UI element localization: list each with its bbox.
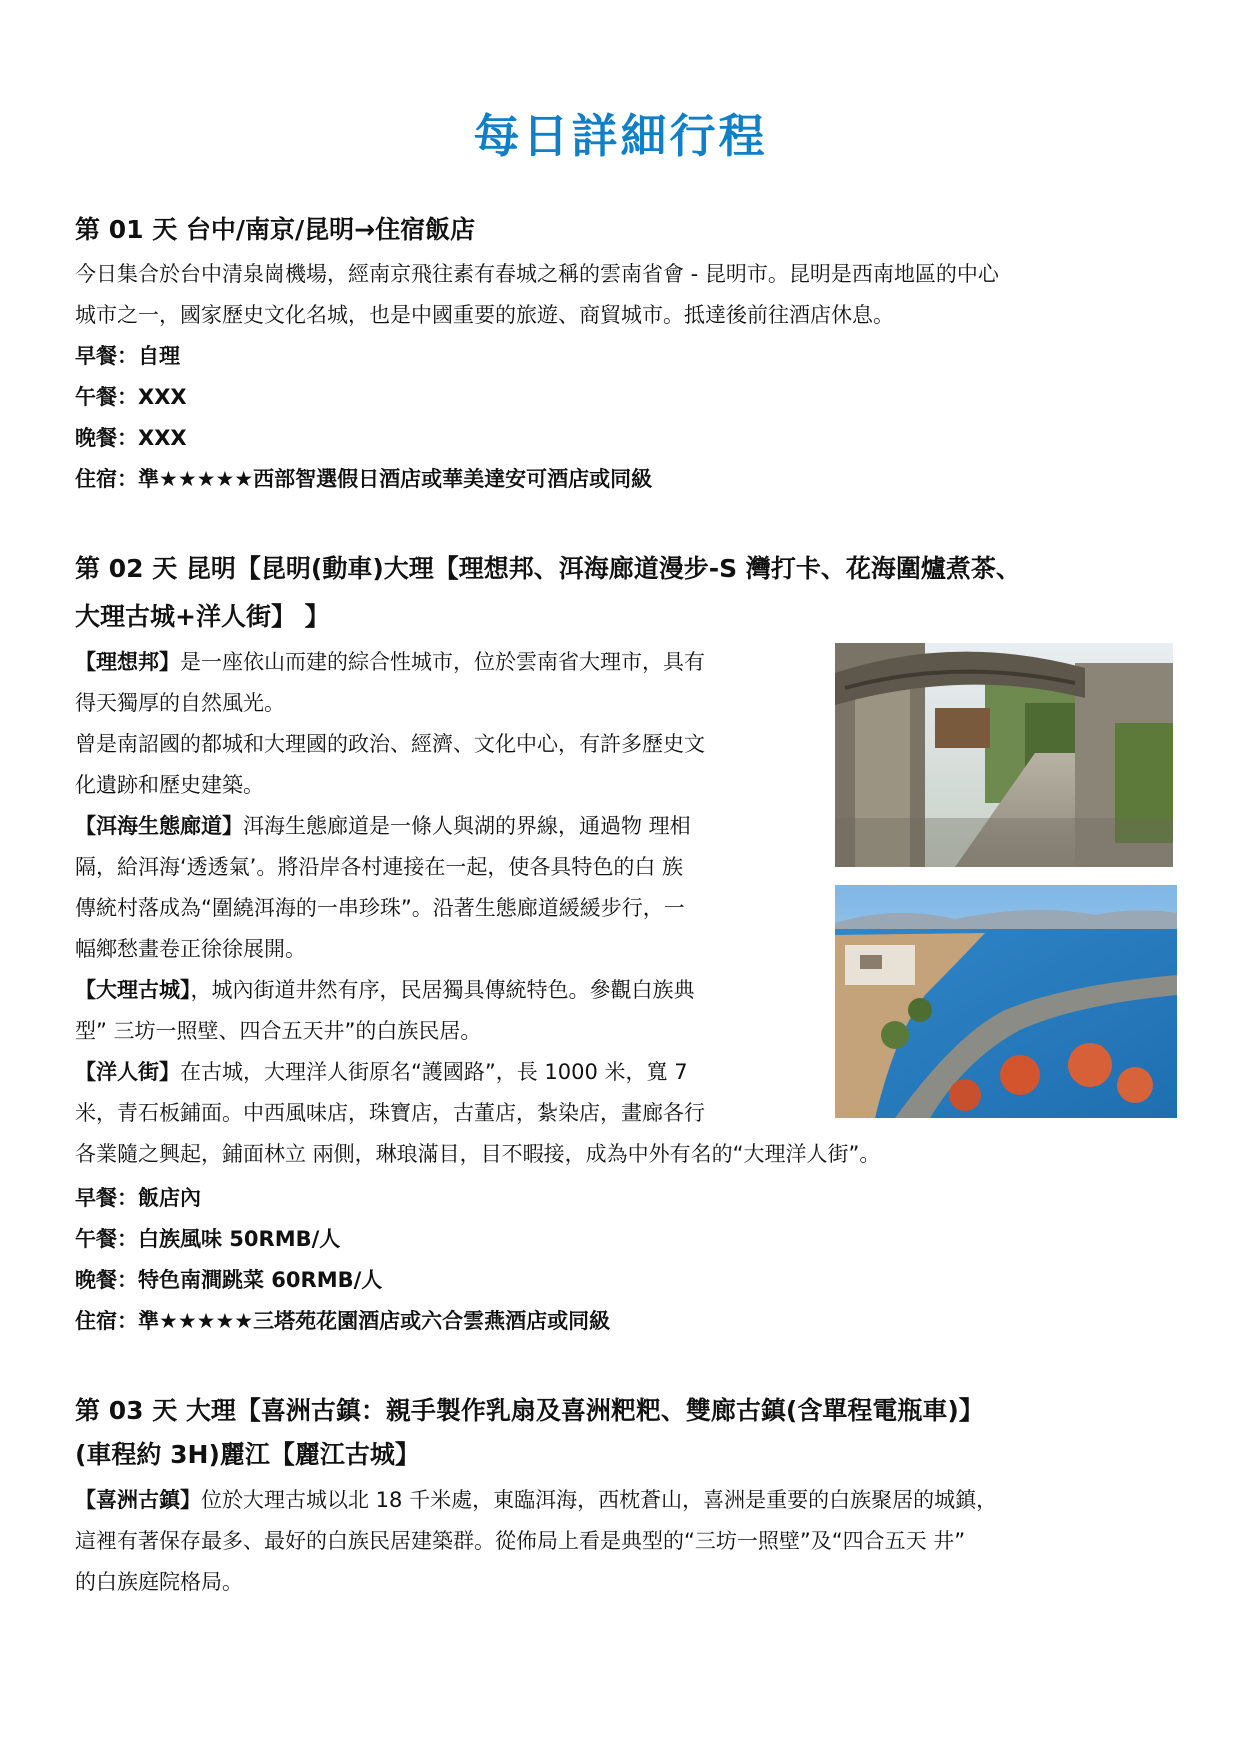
day3-text: 位於大理古城以北 18 千米處，東臨洱海，西枕蒼山，喜洲是重要的白族聚居的城鎮，: [201, 1488, 998, 1512]
day2-attraction-label: 【洱海生態廊道】: [75, 814, 243, 838]
day1-hotel: 住宿：準★★★★★西部智選假日酒店或華美達安可酒店或同級: [75, 467, 653, 491]
day2-text: 得天獨厚的自然風光。: [75, 691, 285, 715]
day2-hotel: 住宿：準★★★★★三塔苑花園酒店或六合雲燕酒店或同級: [75, 1309, 611, 1333]
day1-heading: 第 01 天 台中/南京/昆明→住宿飯店: [75, 215, 476, 244]
day1-breakfast: 早餐：自理: [75, 344, 180, 368]
stone-gate-photo: [835, 643, 1173, 867]
day1-lunch: 午餐：XXX: [75, 385, 187, 409]
day2-text: 米，青石板鋪面。中西風味店，珠寶店，古董店，紮染店，畫廊各行: [75, 1101, 705, 1125]
day3-heading: 第 03 天 大理【喜洲古鎮：親手製作乳扇及喜洲粑粑、雙廊古鎮(含單程電瓶車)】: [75, 1396, 984, 1425]
day2-breakfast: 早餐：飯店內: [75, 1186, 201, 1210]
day2-text: 各業隨之興起，鋪面林立 兩側，琳琅滿目，目不暇接，成為中外有名的“大理洋人街”。: [75, 1142, 881, 1166]
day2-attraction-label: 【大理古城】: [75, 978, 191, 1002]
day1-body-line: 今日集合於台中清泉崗機場，經南京飛往素有春城之稱的雲南省會 - 昆明市。昆明是西南地區的中心: [75, 262, 999, 286]
day1-body-line: 城市之一，國家歷史文化名城，也是中國重要的旅遊、商貿城市。抵達後前往酒店休息。: [75, 303, 894, 327]
day3-text: 這裡有著保存最多、最好的白族民居建築群。從佈局上看是典型的“三坊一照壁”及“四合五天 井”: [75, 1529, 966, 1553]
day2-text: 曾是南詔國的都城和大理國的政治、經濟、文化中心，有許多歷史文: [75, 732, 705, 756]
day2-attraction-label: 【洋人街】: [75, 1060, 180, 1084]
page-title: 每日詳細行程: [473, 109, 768, 163]
day2-text: 型” 三坊一照壁、四合五天井”的白族民居。: [75, 1019, 482, 1043]
day2-text: 是一座依山而建的綜合性城市，位於雲南省大理市，具有: [180, 650, 705, 674]
day2-text: 隔，給洱海‘透透氣’。將沿岸各村連接在一起，使各具特色的白 族: [75, 855, 684, 879]
day2-attraction-label: 【理想邦】: [75, 650, 180, 674]
day2-text: ，城內街道井然有序，民居獨具傳統特色。參觀白族典: [190, 978, 695, 1002]
day3-attraction-label: 【喜洲古鎮】: [75, 1488, 201, 1512]
day3-heading-cont: (車程約 3H)麗江【麗江古城】: [75, 1440, 420, 1469]
day2-lunch: 午餐：白族風味 50RMB/人: [75, 1227, 341, 1251]
day2-text: 化遺跡和歷史建築。: [75, 773, 264, 797]
erhai-lake-photo: [835, 885, 1177, 1118]
day2-text: 洱海生態廊道是一條人與湖的界線，通過物 理相: [243, 814, 691, 838]
day2-text: 幅鄉愁畫卷正徐徐展開。: [75, 937, 306, 961]
day2-heading: 第 02 天 昆明【昆明(動車)大理【理想邦、洱海廊道漫步-S 灣打卡、花海圍爐煮茶、: [75, 554, 1021, 583]
day2-text: 傳統村落成為“圍繞洱海的一串珍珠”。沿著生態廊道緩緩步行，一: [75, 896, 685, 920]
day2-heading-cont: 大理古城+洋人街】 】: [75, 602, 330, 631]
day2-text: 在古城，大理洋人街原名“護國路”，長 1000 米，寬 7: [180, 1060, 688, 1084]
day2-dinner: 晚餐：特色南澗跳菜 60RMB/人: [75, 1268, 383, 1292]
day3-text: 的白族庭院格局。: [75, 1570, 243, 1594]
day1-dinner: 晚餐：XXX: [75, 426, 187, 450]
